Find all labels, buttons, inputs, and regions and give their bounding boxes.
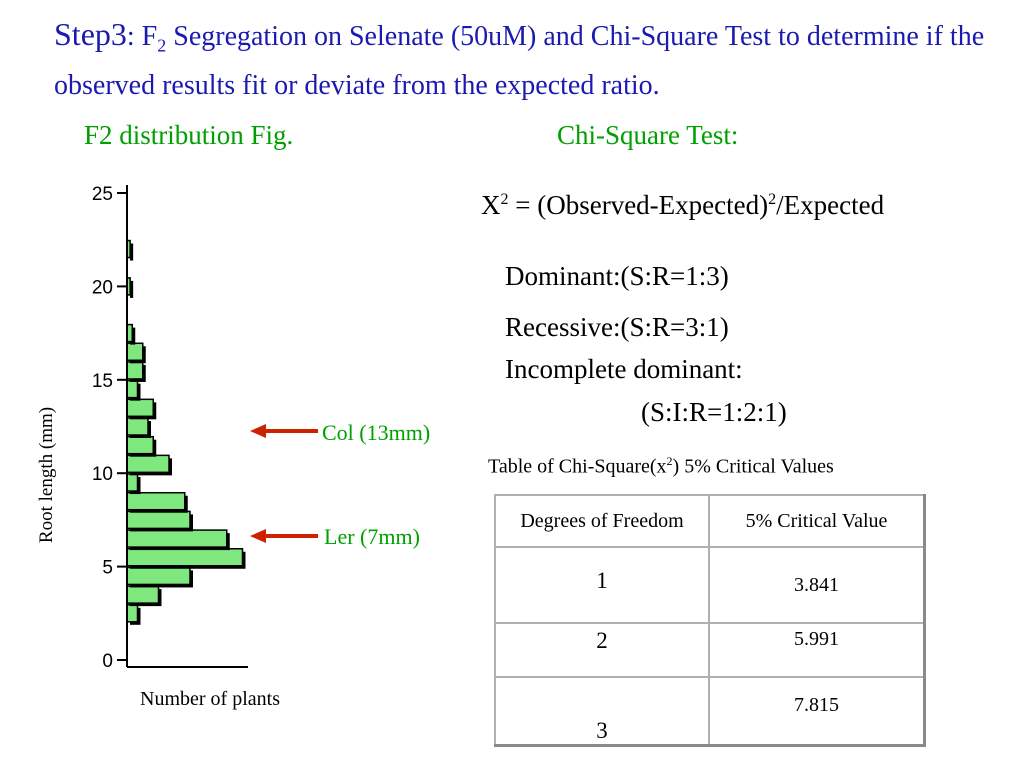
histogram-bar <box>127 605 138 622</box>
value-cell: 3.841 <box>709 547 925 623</box>
header-degrees-of-freedom: Degrees of Freedom <box>495 495 709 547</box>
col-arrow-icon <box>250 424 318 438</box>
dominant-ratio: Dominant:(S:R=1:3) <box>505 261 729 291</box>
title-part2: Segregation on Selenate (50uM) and Chi-Square Test to determine if the observed results fit or deviate from the expected ratio. <box>54 21 985 101</box>
histogram-bar <box>127 362 143 379</box>
table-row <box>495 677 925 746</box>
ticks-layer <box>92 184 127 672</box>
histogram-bar <box>127 399 153 416</box>
formula-x: X <box>481 190 501 220</box>
recessive-ratio: Recessive:(S:R=3:1) <box>505 312 729 342</box>
histogram-bar <box>127 549 243 566</box>
histogram-bar <box>127 493 185 510</box>
f2-distribution-chart <box>30 175 470 715</box>
histogram-bar <box>127 418 148 435</box>
histogram-bar <box>127 437 153 454</box>
histogram-bar <box>127 586 159 603</box>
distribution-heading: F2 distribution Fig. <box>84 120 294 150</box>
caption-sup: 2 <box>666 454 673 468</box>
table-row <box>495 547 925 623</box>
table-caption <box>488 454 834 479</box>
formula-middle: = (Observed-Expected) <box>508 190 769 220</box>
incomplete-dominant-label: Incomplete dominant: <box>505 354 743 384</box>
histogram-bar <box>127 381 138 398</box>
histogram-bar <box>127 530 227 547</box>
y-tick-label: 25 <box>91 184 113 205</box>
title-subscript: 2 <box>157 35 167 56</box>
histogram-bar <box>127 343 143 360</box>
value-cell: 7.815 <box>709 677 925 746</box>
y-tick-label: 10 <box>91 464 113 486</box>
chi-square-heading: Chi-Square Test: <box>557 120 739 150</box>
histogram-bar <box>127 511 190 528</box>
df-cell: 2 <box>495 623 709 677</box>
histogram-bar <box>127 455 169 472</box>
title-step: Step3 <box>54 16 127 52</box>
title-part1: : F <box>126 21 158 52</box>
x-axis-label: Number of plants <box>140 688 280 710</box>
y-tick-label: 15 <box>91 370 113 392</box>
ler-annotation: Ler (7mm) <box>324 524 420 549</box>
slide-title <box>54 14 1019 106</box>
bars-layer <box>127 241 246 625</box>
table-header-row <box>495 495 925 547</box>
histogram-bar <box>127 567 190 584</box>
histogram-bar <box>127 474 138 491</box>
caption-post: ) 5% Critical Values <box>672 455 834 478</box>
caption-pre: Table of Chi-Square(x <box>488 455 667 478</box>
y-axis-label: Root length (mm) <box>36 406 57 544</box>
col-annotation: Col (13mm) <box>322 420 431 445</box>
header-critical-value: 5% Critical Value <box>709 495 925 547</box>
incomplete-dominant-ratio: (S:I:R=1:2:1) <box>641 397 787 427</box>
y-tick-label: 0 <box>102 651 113 672</box>
formula-sup1: 2 <box>500 191 509 208</box>
value-cell: 5.991 <box>709 623 925 677</box>
chi-square-formula <box>481 190 884 221</box>
table-row <box>495 623 925 677</box>
df-cell: 3 <box>495 677 709 746</box>
df-cell: 1 <box>495 547 709 623</box>
y-tick-label: 5 <box>102 557 113 579</box>
y-tick-label: 20 <box>91 277 113 299</box>
formula-end: /Expected <box>776 190 885 220</box>
ler-arrow-icon <box>250 529 318 543</box>
critical-values-table <box>494 494 926 747</box>
formula-sup2: 2 <box>768 191 777 208</box>
